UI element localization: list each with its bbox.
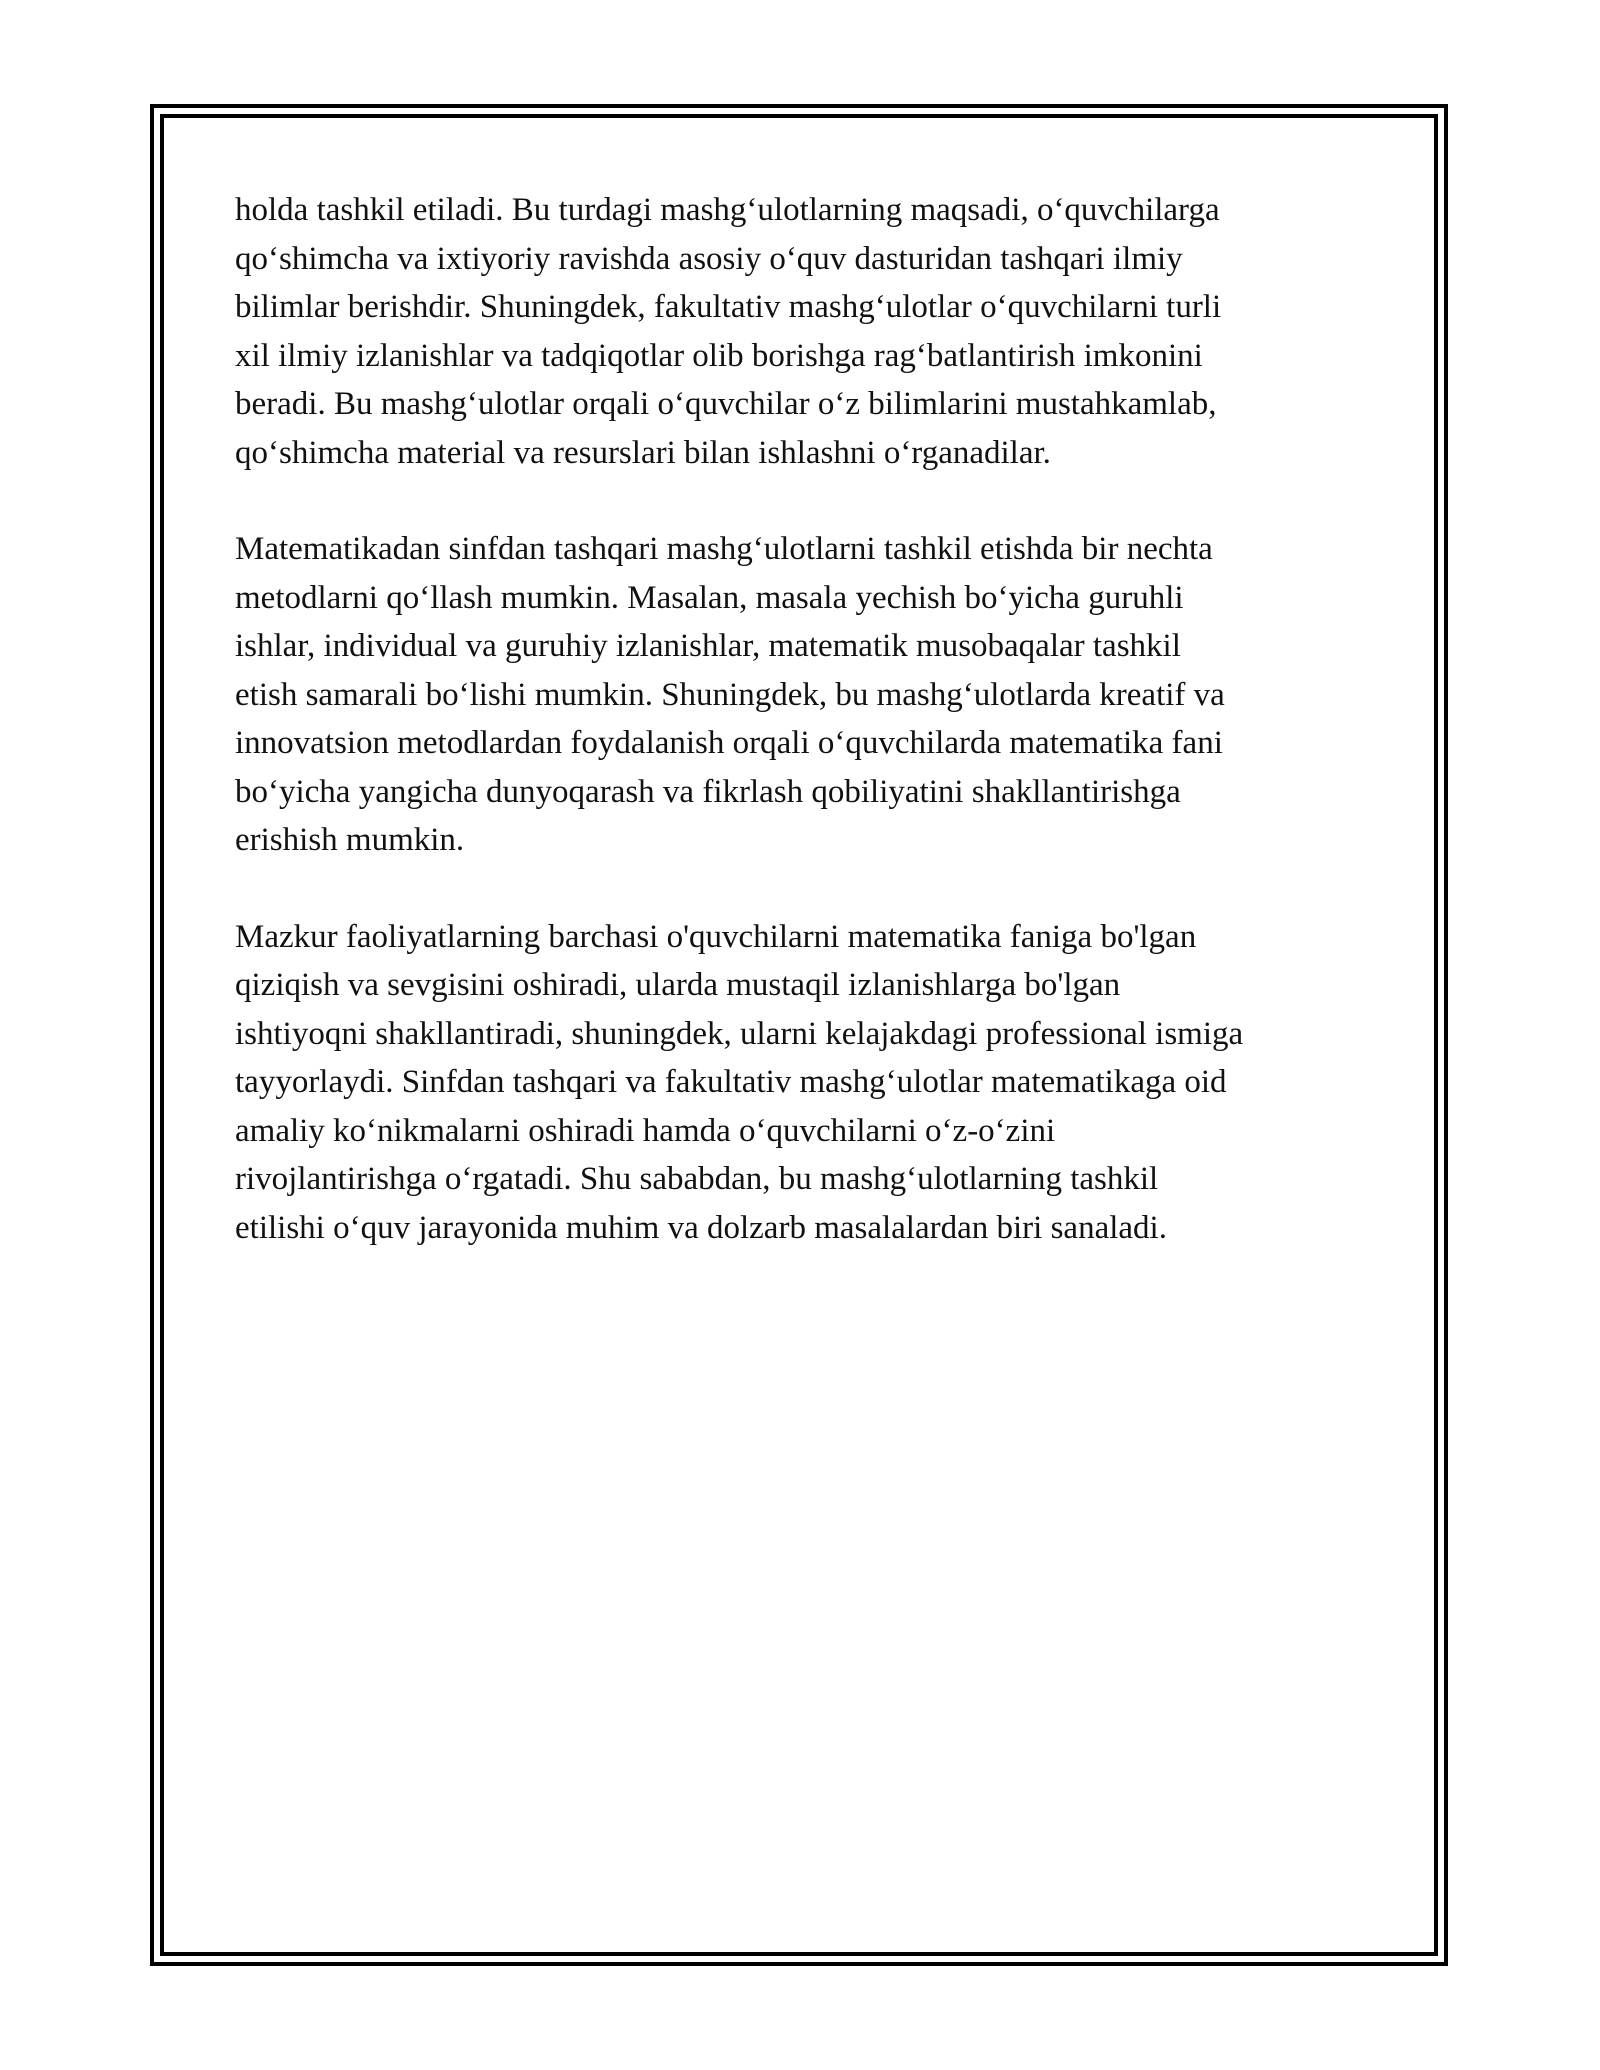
- paragraph-3: Mazkur faoliyatlarning barchasi o'quvchilarni matematika faniga bo'lgan qiziqish va sevgisini oshiradi, ularda mustaqil izlanishlarga bo'lgan ishtiyoqni shakllantiradi, shuningdek, ularni kelajakdagi professional ismiga tayyorlaydi. Sinfdan tashqari va fakultativ mashg‘ulotlar matematikaga oid amaliy ko‘nikmalarni oshiradi hamda o‘quvchilarni o‘z-o‘zini rivojlantirishga o‘rgatadi. Shu sababdan, bu mashg‘ulotlarning tashkil etilishi o‘quv jarayonida muhim va dolzarb masalalardan biri sanaladi.: [235, 918, 1244, 1246]
- paragraph-1: holda tashkil etiladi. Bu turdagi mashg‘ulotlarning maqsadi, o‘quvchilarga qo‘shimcha va ixtiyoriy ravishda asosiy o‘quv dasturidan tashqari ilmiy bilimlar berishdir. Shuningdek, fakultativ mashg‘ulotlar o‘quvchilarni turli xil ilmiy izlanishlar va tadqiqotlar olib borishga rag‘batlantirish imkonini beradi. Bu mashg‘ulotlar orqali o‘quvchilar o‘z bilimlarini mustahkamlab, qo‘shimcha material va resurslari bilan ishlashni o‘rganadilar.: [235, 192, 1222, 471]
- document-body: [235, 186, 1375, 1300]
- paragraph-2: Matematikadan sinfdan tashqari mashg‘ulotlarni tashkil etishda bir nechta metodlarni qo‘llash mumkin. Masalan, masala yechish bo‘yicha guruhli ishlar, individual va guruhiy izlanishlar, matematik musobaqalar tashkil etish samarali bo‘lishi mumkin. Shuningdek, bu mashg‘ulotlarda kreatif va innovatsion metodlardan foydalanish orqali o‘quvchilarda matematika fani bo‘yicha yangicha dunyoqarash va fikrlash qobiliyatini shakllantirishga erishish mumkin.: [235, 531, 1225, 858]
